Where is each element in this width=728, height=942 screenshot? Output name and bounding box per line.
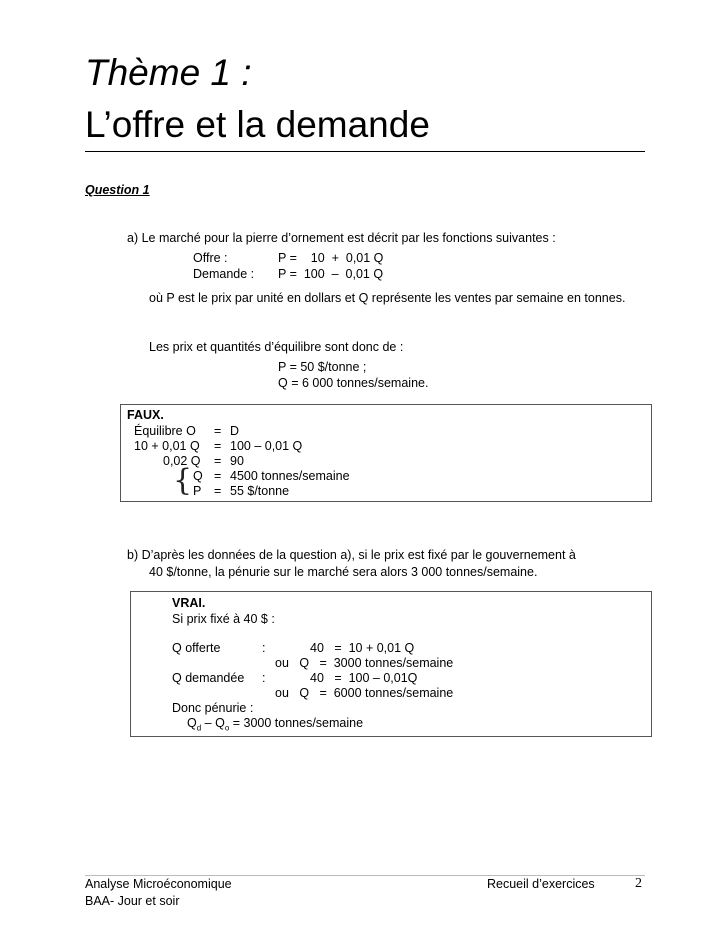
answer-b-price-line: Si prix fixé à 40 $ : (172, 612, 275, 626)
footer-course: Analyse Microéconomique (85, 877, 232, 891)
q-demandee-eq1: 40 = 100 – 0,01Q (310, 671, 418, 685)
answer-a-line1-eq: = (214, 424, 222, 438)
q-offerte-label: Q offerte (172, 641, 221, 655)
part-b-line1: b) D’après les données de la question a), si le prix est fixé par le gouvernement à (127, 548, 576, 562)
question-label: Question 1 (85, 183, 150, 197)
answer-a-line4-right: 4500 tonnes/semaine (230, 469, 350, 483)
equilibrium-quantity: Q = 6 000 tonnes/semaine. (278, 376, 429, 390)
left-brace-symbol: { (173, 463, 193, 498)
theme-number: Thème 1 : (85, 52, 252, 93)
answer-a-line5-right: 55 $/tonne (230, 484, 290, 498)
penurie-label: Donc pénurie : (172, 701, 254, 715)
part-a-statement: a) Le marché pour la pierre d’ornement est décrit par les fonctions suivantes : (127, 231, 556, 245)
q-demandee-label: Q demandée (172, 671, 245, 685)
answer-a-line3-eq: = (214, 454, 222, 468)
equilibrium-intro: Les prix et quantités d’équilibre sont donc de : (149, 340, 404, 354)
answer-a-line5-eq: = (214, 484, 222, 498)
answer-a-line2-left: 10 + 0,01 Q (134, 439, 200, 453)
footer-collection: Recueil d’exercices (487, 877, 595, 891)
penurie-calculation: $Q_d - Q_o = 3000$ tonnes/semaine (187, 716, 364, 733)
part-b-line2: 40 $/tonne, la pénurie sur le marché sera alors 3 000 tonnes/semaine. (149, 565, 538, 579)
q-offerte-colon: : (262, 641, 266, 655)
answer-a-verdict: FAUX. (127, 408, 164, 422)
answer-a-line3-left: 0,02 Q (163, 454, 201, 468)
q-demandee-colon: : (262, 671, 266, 685)
answer-a-line1-left: Équilibre O (134, 424, 196, 438)
footer-program: BAA- Jour et soir (85, 894, 180, 908)
page-title: L’offre et la demande (85, 104, 430, 145)
variables-explanation: où P est le prix par unité en dollars et Q représente les ventes par semaine en tonnes. (149, 291, 626, 305)
offre-equation: P = 10 + 0,01 Q (278, 251, 384, 265)
page-number: 2 (635, 876, 642, 891)
answer-a-line2-eq: = (214, 439, 222, 453)
answer-a-line1-right: D (230, 424, 240, 438)
demande-label: Demande : (193, 267, 255, 281)
answer-a-line2-right: 100 – 0,01 Q (230, 439, 303, 453)
q-offerte-eq1: 40 = 10 + 0,01 Q (310, 641, 415, 655)
answer-a-line4-eq: = (214, 469, 222, 483)
q-demandee-eq2: ou Q = 6000 tonnes/semaine (275, 686, 454, 700)
q-offerte-eq2: ou Q = 3000 tonnes/semaine (275, 656, 454, 670)
offre-label: Offre : (193, 251, 228, 265)
footer-divider (85, 875, 645, 876)
answer-b-verdict: VRAI. (172, 596, 206, 610)
answer-a-line5-left: P (193, 484, 202, 498)
answer-a-line3-right: 90 (230, 454, 244, 468)
demande-equation: P = 100 – 0,01 Q (278, 267, 384, 281)
answer-a-line4-left: Q (193, 469, 203, 483)
equilibrium-price: P = 50 $/tonne ; (278, 360, 367, 374)
title-divider (85, 151, 645, 152)
